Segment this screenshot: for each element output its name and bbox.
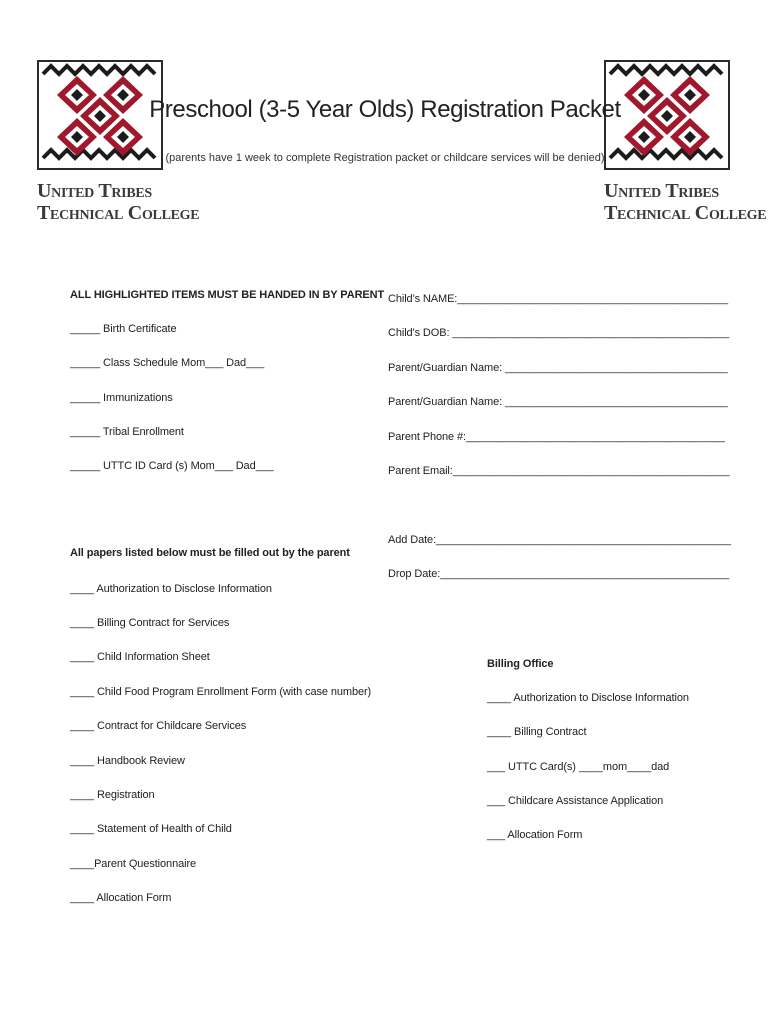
childs-name-field: Child's NAME:_____________________________________________ (388, 293, 729, 305)
college-logo-right (604, 60, 767, 224)
billing-item: ___ Allocation Form (487, 829, 583, 841)
childs-dob-field: Child's DOB: ______________________________________________ (388, 327, 730, 339)
paper-item: ____ Registration (70, 789, 155, 801)
logo-line2: Technical College (37, 202, 200, 224)
logo-line2: Technical College (604, 202, 767, 224)
logo-line1: United Tribes (604, 180, 719, 202)
parent-guardian-name-field: Parent/Guardian Name: _____________________________________ (388, 396, 728, 408)
checklist-item: _____ Tribal Enrollment (70, 426, 184, 438)
paper-item: ____ Child Information Sheet (70, 651, 210, 663)
checklist-item: _____ Immunizations (70, 392, 173, 404)
logo-line1: United Tribes (37, 180, 152, 202)
paper-item: ____ Allocation Form (70, 892, 172, 904)
checklist-item: _____ Class Schedule Mom___ Dad___ (70, 357, 265, 369)
parent-phone-field: Parent Phone #:___________________________________________ (388, 431, 725, 443)
paper-item: ____ Statement of Health of Child (70, 823, 232, 835)
paper-item: ____ Billing Contract for Services (70, 617, 230, 629)
parent-guardian-name-field: Parent/Guardian Name: _____________________________________ (388, 362, 728, 374)
billing-office-heading: Billing Office (487, 658, 554, 670)
checklist-item: _____ Birth Certificate (70, 323, 177, 335)
paper-item: ____Parent Questionnaire (70, 858, 197, 870)
paper-item: ____ Contract for Childcare Services (70, 720, 247, 732)
parent-papers-heading: All papers listed below must be filled out by the parent (70, 547, 350, 559)
drop-date-field: Drop Date:________________________________________________ (388, 568, 730, 580)
billing-item: ____ Billing Contract (487, 726, 587, 738)
billing-item: ___ Childcare Assistance Application (487, 795, 664, 807)
add-date-field: Add Date:_________________________________________________ (388, 534, 731, 546)
paper-item: ____ Handbook Review (70, 755, 185, 767)
checklist-item: _____ UTTC ID Card (s) Mom___ Dad___ (70, 460, 274, 472)
parent-email-field: Parent Email:______________________________________________ (388, 465, 730, 477)
page-subtitle: (parents have 1 week to complete Registration packet or childcare services will be denied) (165, 152, 605, 164)
college-logo-left (37, 60, 200, 224)
highlighted-heading: ALL HIGHLIGHTED ITEMS MUST BE HANDED IN BY PARENT (70, 289, 385, 301)
billing-item: ____ Authorization to Disclose Information (487, 692, 689, 704)
paper-item: ____ Authorization to Disclose Information (70, 583, 272, 595)
billing-item: ___ UTTC Card(s) ____mom____dad (487, 761, 670, 773)
page-title: Preschool (3-5 Year Olds) Registration Packet (149, 96, 621, 123)
paper-item: ____ Child Food Program Enrollment Form (with case number) (70, 686, 372, 698)
